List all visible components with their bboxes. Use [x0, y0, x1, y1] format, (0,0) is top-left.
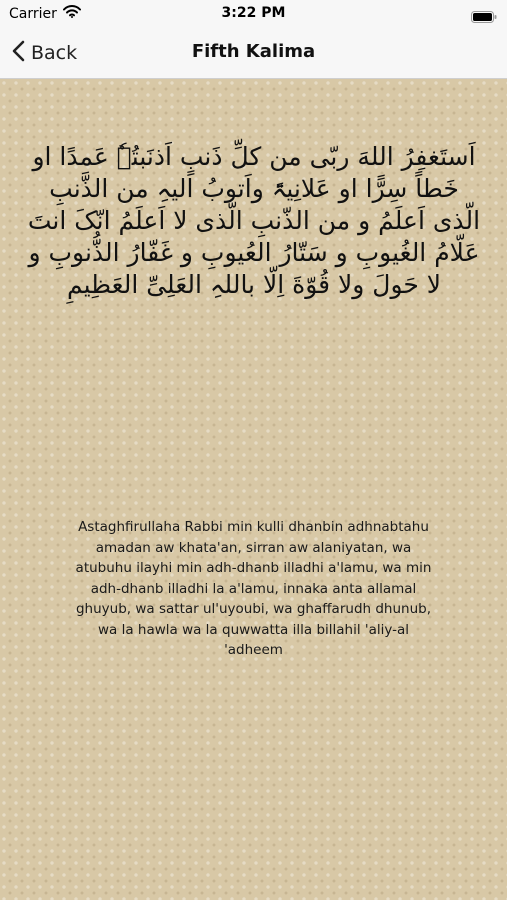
battery-icon	[471, 8, 497, 20]
transliteration-text: Astaghfirullaha Rabbi min kulli dhanbin adhnabtahu amadan aw khata'an, sirran aw alaniyatan, wa atubuhu ilayhi min adh-dhanb illadhi a'lamu, wa min adh-dhanb illadhi la a'lamu, innaka anta allamal ghuyub, wa sattar ul'uyoubi, wa ghaffarudh dhunub, wa la hawla wa la quwwatta illa billahil 'aliy-al 'adheem	[75, 519, 432, 658]
status-time: 3:22 PM	[221, 5, 286, 21]
status-bar	[0, 0, 507, 28]
kalima-content	[0, 79, 507, 900]
arabic-text: اَستَغفِرُ اللهَ ربّی من کلِّ ذَنبٍ اَذنَبتُہٗ عَمدًا او خَطاً سِرًّا او عَلانِیۃً واَتوبُ الیہِ من الذَّنبِ الّذی اَعلَمُ و من الذّنبِ الّذی لا اَعلَمُ انّکَ انتَ عَلّامُ الغُیوبِ و سَتّارُ العُیوبِ و غَفّارُ الذُّنوبِ و لا حَولَ ولا قُوّةَ اِلّا باللہِ العَلِیِّ العَظِیمِ	[27, 142, 481, 299]
page-title: Fifth Kalima	[191, 41, 316, 62]
navigation-bar	[0, 28, 507, 79]
back-label: Back	[31, 42, 78, 64]
carrier-label: Carrier	[9, 5, 57, 22]
